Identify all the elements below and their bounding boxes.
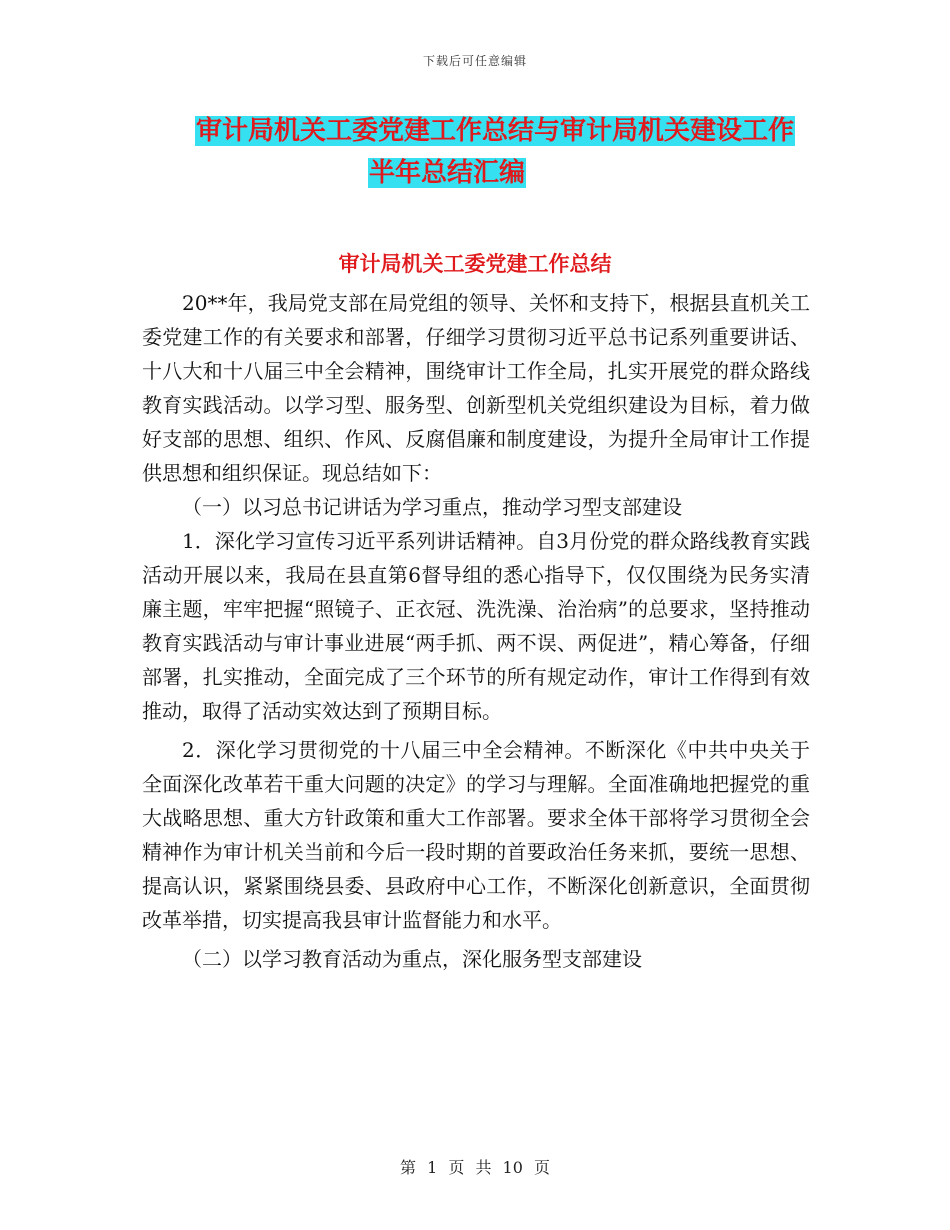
title-line-2 xyxy=(368,152,805,194)
title-line-1 xyxy=(195,110,805,152)
document-body xyxy=(142,286,810,976)
page-number: 第 1 页 共 10 页 xyxy=(400,1158,550,1177)
section-title: 审计局机关工委党建工作总结 xyxy=(338,252,612,276)
header-note: 下载后可任意编辑 xyxy=(422,54,527,68)
paragraph-intro: 20**年，我局党支部在局党组的领导、关怀和支持下，根据县直机关工委党建工作的有关要求和部署，仔细学习贯彻习近平总书记系列重要讲话、十八大和十八届三中全会精神，围绕审计工作全局，扎实开展党的群众路线教育实践活动。以学习型、服务型、创新型机关党组织建设为目标，着力做好支部的思想、组织、作风、反腐倡廉和制度建设，为提升全局审计工作提供思想和组织保证。现总结如下： xyxy=(142,291,810,485)
subheading-1: （一）以习总书记讲话为学习重点，推动学习型支部建设 xyxy=(182,495,682,519)
subheading-2: （二）以学习教育活动为重点，深化服务型支部建设 xyxy=(182,947,642,971)
title-line-1-text: 审计局机关工委党建工作总结与审计局机关建设工作 xyxy=(196,116,795,146)
document-title xyxy=(195,110,805,194)
paragraph-item-2: 2．深化学习贯彻党的十八届三中全会精神。不断深化《中共中央关于全面深化改革若干重大问题的决定》的学习与理解。全面准确地把握党的重大战略思想、重大方针政策和重大工作部署。要求全体干部将学习贯彻全会精神作为审计机关当前和今后一段时期的首要政治任务来抓，要统一思想、提高认识，紧紧围绕县委、县政府中心工作，不断深化创新意识，全面贯彻改革举措，切实提高我县审计监督能力和水平。 xyxy=(142,738,810,932)
title-line-2-text: 半年总结汇编 xyxy=(369,158,526,188)
paragraph-item-1: 1．深化学习宣传习近平系列讲话精神。自3月份党的群众路线教育实践活动开展以来，我局在县直第6督导组的悉心指导下，仅仅围绕为民务实清廉主题，牢牢把握“照镜子、正衣冠、洗洗澡、治治病”的总要求，坚持推动教育实践活动与审计事业进展“两手抓、两不误、两促进”，精心筹备，仔细部署，扎实推动，全面完成了三个环节的所有规定动作，审计工作得到有效推动，取得了活动实效达到了预期目标。 xyxy=(142,529,810,723)
